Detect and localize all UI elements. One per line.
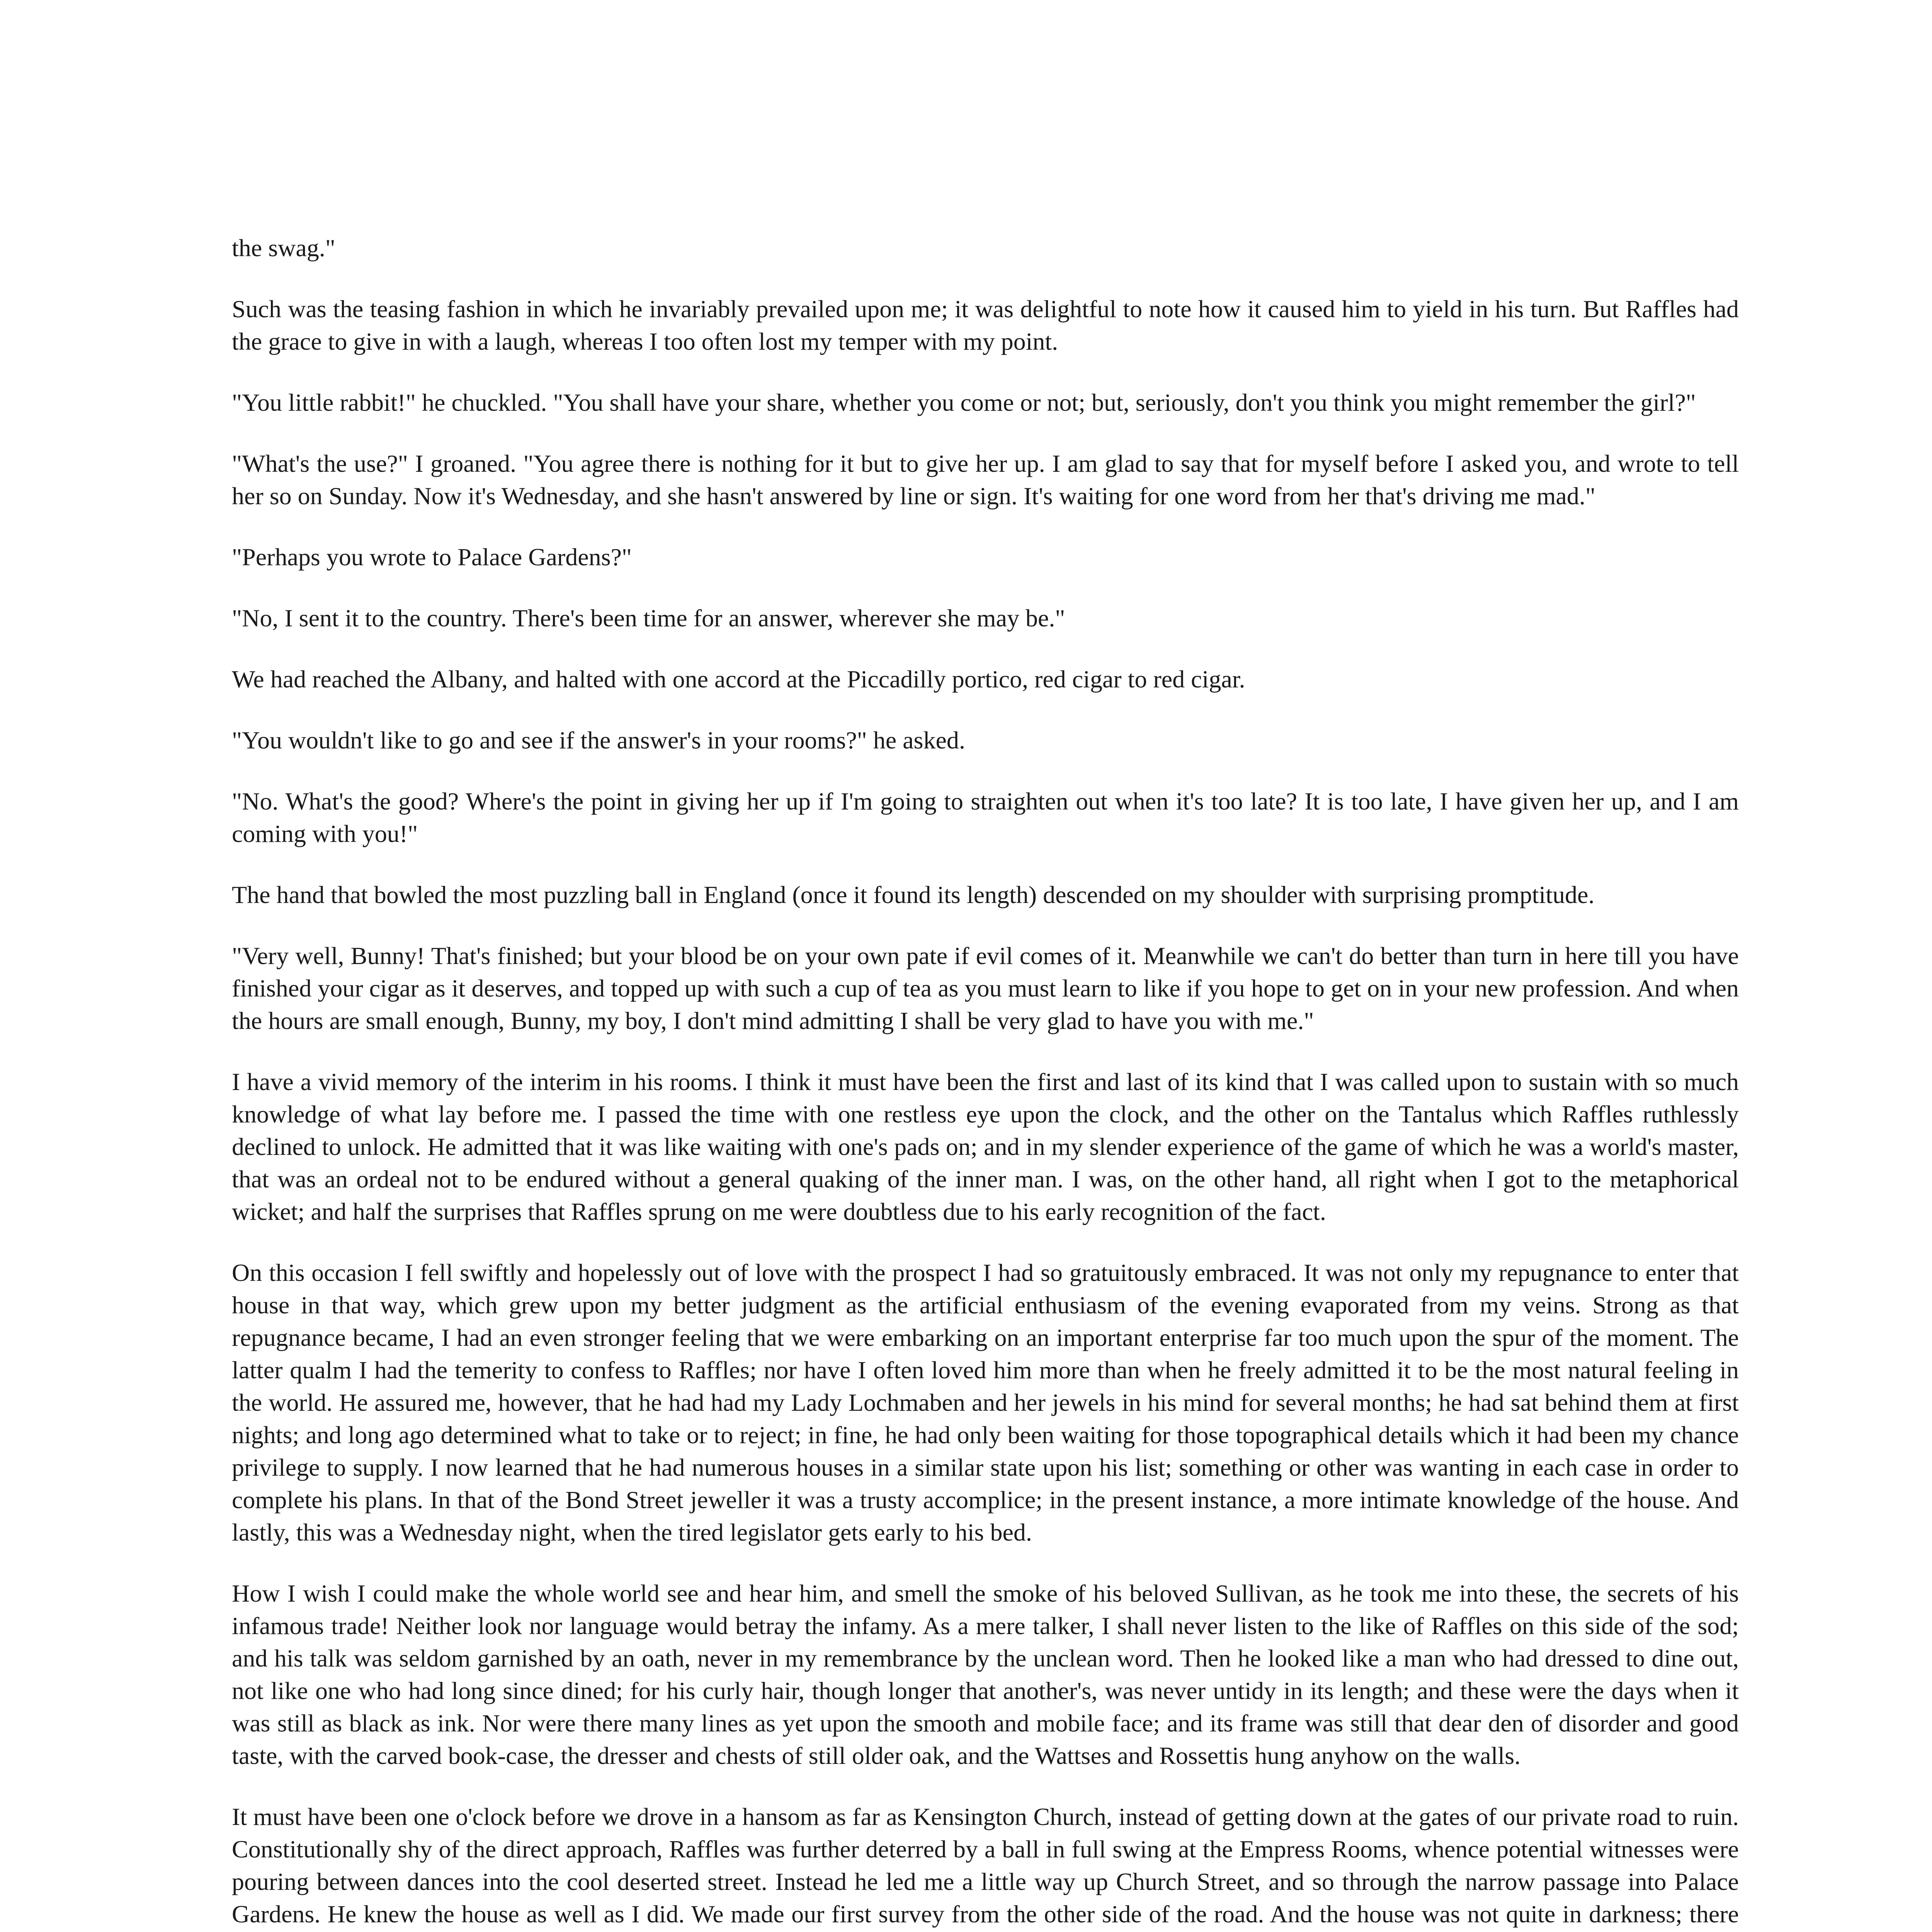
paragraph: I have a vivid memory of the interim in his rooms. I think it must have been the first and last of its kind that I was called upon to sustain with so much knowledge of what lay before me. I passed the time with one restless eye upon the clock, and the other on the Tantalus which Raffles ruthlessly declined to unlock. He admitted that it was like waiting with one's pads on; and in my slender experience of the game of which he was a world's master, that was an ordeal not to be endured without a general quaking of the inner man. I was, on the other hand, all right when I got to the metaphorical wicket; and half the surprises that Raffles sprung on me were doubtless due to his early recognition of the fact. (232, 1068, 1739, 1225)
paragraph: "You wouldn't like to go and see if the answer's in your rooms?" he asked. (232, 726, 965, 754)
paragraph: "No, I sent it to the country. There's been time for an answer, wherever she may be." (232, 604, 1065, 632)
paragraph: The hand that bowled the most puzzling ball in England (once it found its length) descended on my shoulder with surprising promptitude. (232, 881, 1595, 908)
paragraph: "Perhaps you wrote to Palace Gardens?" (232, 543, 632, 571)
document-page (232, 232, 1739, 1932)
paragraph: the swag." (232, 234, 335, 262)
paragraph: "You little rabbit!" he chuckled. "You shall have your share, whether you come or not; but, seriously, don't you think you might remember the girl?" (232, 389, 1696, 416)
paragraph: On this occasion I fell swiftly and hopelessly out of love with the prospect I had so gratuitously embraced. It was not only my repugnance to enter that house in that way, which grew upon my better judgment as the artificial enthusiasm of the evening evaporated from my veins. Strong as that repugnance became, I had an even stronger feeling that we were embarking on an important enterprise far too much upon the spur of the moment. The latter qualm I had the temerity to confess to Raffles; nor have I often loved him more than when he freely admitted it to be the most natural feeling in the world. He assured me, however, that he had had my Lady Lochmaben and her jewels in his mind for several months; he had sat behind them at first nights; and long ago determined what to take or to reject; in fine, he had only been waiting for those topographical details which it had been my chance privilege to supply. I now learned that he had numerous houses in a similar state upon his list; something or other was wanting in each case in order to complete his plans. In that of the Bond Street jeweller it was a trusty accomplice; in the present instance, a more intimate knowledge of the house. And lastly, this was a Wednesday night, when the tired legislator gets early to his bed. (232, 1259, 1739, 1546)
paragraph: "What's the use?" I groaned. "You agree there is nothing for it but to give her up. I am glad to say that for myself before I asked you, and wrote to tell her so on Sunday. Now it's Wednesday, and she hasn't answered by line or sign. It's waiting for one word from her that's driving me mad." (232, 450, 1739, 510)
paragraph: How I wish I could make the whole world see and hear him, and smell the smoke of his beloved Sullivan, as he took me into these, the secrets of his infamous trade! Neither look nor language would betray the infamy. As a mere talker, I shall never listen to the like of Raffles on this side of the sod; and his talk was seldom garnished by an oath, never in my remembrance by the unclean word. Then he looked like a man who had dressed to dine out, not like one who had long since dined; for his curly hair, though longer that another's, was never untidy in its length; and these were the days when it was still as black as ink. Nor were there many lines as yet upon the smooth and mobile face; and its frame was still that dear den of disorder and good taste, with the carved book-case, the dresser and chests of still older oak, and the Wattses and Rossettis hung anyhow on the walls. (232, 1580, 1739, 1769)
paragraph: It must have been one o'clock before we drove in a hansom as far as Kensington Church, instead of getting down at the gates of our private road to ruin. Constitutionally shy of the direct approach, Raffles was further deterred by a ball in full swing at the Empress Rooms, whence potential witnesses were pouring between dances into the cool deserted street. Instead he led me a little way up Church Street, and so through the narrow passage into Palace Gardens. He knew the house as well as I did. We made our first survey from the other side of the road. And the house was not quite in darkness; there (232, 1803, 1739, 1928)
paragraph: "No. What's the good? Where's the point in giving her up if I'm going to straighten out when it's too late? It is too late, I have given her up, and I am coming with you!" (232, 787, 1739, 847)
paragraph: Such was the teasing fashion in which he invariably prevailed upon me; it was delightful to note how it caused him to yield in his turn. But Raffles had the grace to give in with a laugh, whereas I too often lost my temper with my point. (232, 295, 1739, 355)
paragraph: "Very well, Bunny! That's finished; but your blood be on your own pate if evil comes of it. Meanwhile we can't do better than turn in here till you have finished your cigar as it deserves, and topped up with such a cup of tea as you must learn to like if you hope to get on in your new profession. And when the hours are small enough, Bunny, my boy, I don't mind admitting I shall be very glad to have you with me." (232, 942, 1739, 1034)
paragraph: We had reached the Albany, and halted with one accord at the Piccadilly portico, red cigar to red cigar. (232, 665, 1245, 693)
